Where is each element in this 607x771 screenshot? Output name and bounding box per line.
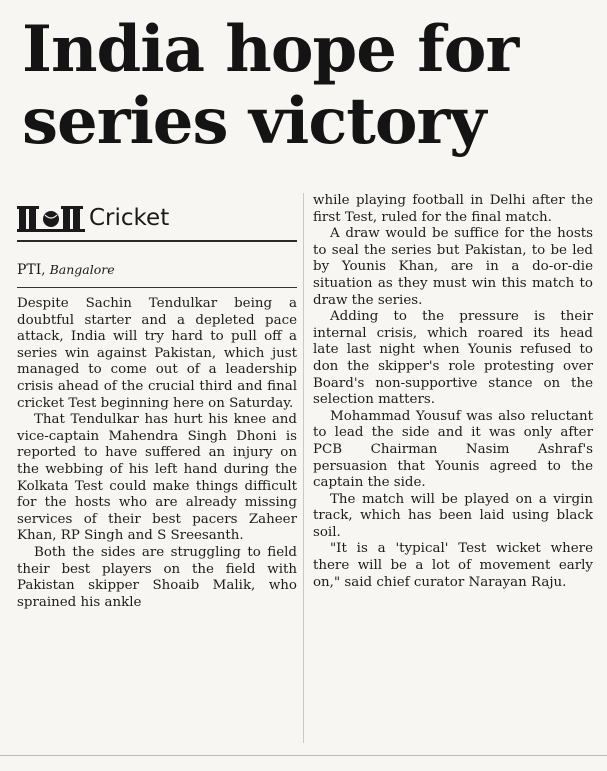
byline-agency: PTI	[17, 262, 42, 278]
paragraph: A draw would be suffice for the hosts to seal the series but Pakistan, to be led by Younis Khan, are in a do-or-die situation as they must win this match to draw the series.	[313, 226, 593, 308]
section-rule	[17, 240, 297, 242]
paragraph: Both the sides are struggling to field their best players on the field with Pakistan skipper Shoaib Malik, who sprained his ankle	[17, 544, 297, 610]
paragraph: Mohammad Yousuf was also reluctant to lead the side and it was only after PCB Chairman Nasim Ashraf's persuasion that Younis agreed to the captain the side.	[313, 408, 593, 491]
body-column-right	[313, 193, 593, 591]
paragraph: Despite Sachin Tendulkar being a doubtful starter and a depleted pace attack, India will try hard to pull off a series win against Pakistan, which just managed to come out of a leadership crisis ahead of the crucial third and final cricket Test beginning here on Saturday.	[17, 296, 297, 411]
byline-place: Bangalore	[49, 262, 115, 277]
paragraph: The match will be played on a virgin track, which has been laid using black soil.	[313, 491, 593, 540]
headline: India hope for series victory	[22, 12, 519, 159]
section-header	[17, 203, 169, 233]
section-label: Cricket	[89, 205, 170, 231]
column-divider	[303, 193, 304, 743]
byline: PTI, Bangalore	[17, 262, 115, 278]
paragraph: while playing football in Delhi after the first Test, ruled for the final match.	[313, 193, 593, 225]
body-column-left	[17, 296, 297, 611]
cricket-stumps-ball-icon	[17, 203, 85, 233]
bottom-rule	[0, 755, 607, 756]
byline-rule	[17, 287, 297, 288]
paragraph: "It is a 'typical' Test wicket where there will be a lot of movement early on," said chief curator Narayan Raju.	[313, 541, 593, 590]
paragraph: That Tendulkar has hurt his knee and vice-captain Mahendra Singh Dhoni is reported to have suffered an injury on the webbing of his left hand during the Kolkata Test could make things difficult for the hosts who are already missing services of their best pacers Zaheer Khan, RP Singh and S Sreesanth.	[17, 412, 297, 544]
paragraph: Adding to the pressure is their internal crisis, which roared its head late last night when Younis refused to don the skipper's role protesting over Board's non-supportive stance on the selection matters.	[313, 309, 593, 408]
